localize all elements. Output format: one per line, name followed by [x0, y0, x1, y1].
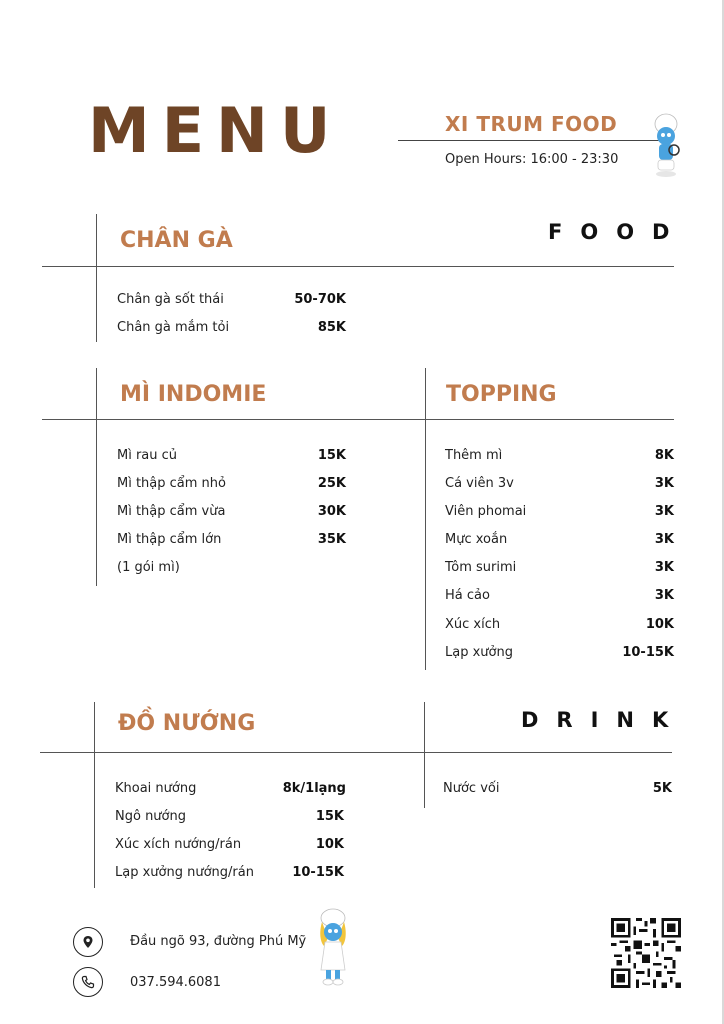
topping-price-6: 10K — [645, 617, 674, 632]
do-nuong-item-2: Xúc xích nướng/rán — [115, 837, 242, 852]
chan-ga-price-0: 50-70K — [294, 292, 346, 307]
mi-indomie-title: MÌ INDOMIE — [120, 382, 267, 407]
chan-ga-item-0: Chân gà sốt thái — [117, 292, 224, 307]
topping-item-4: Tôm surimi — [445, 560, 517, 575]
do-nuong-price-1: 15K — [315, 809, 344, 824]
do-nuong-item-0: Khoai nướng — [115, 781, 197, 796]
topping-price-0: 8K — [654, 448, 674, 463]
drink-vline — [424, 702, 425, 808]
smurfette-icon — [316, 908, 350, 988]
topping-price-1: 3K — [654, 476, 674, 491]
topping-item-0: Thêm mì — [445, 448, 503, 463]
smurf-icon — [652, 112, 680, 178]
topping-price-7: 10-15K — [622, 645, 674, 660]
brand-divider — [398, 140, 660, 141]
do-nuong-title: ĐỒ NƯỚNG — [118, 711, 256, 736]
topping-title: TOPPING — [446, 382, 557, 407]
drink-item-0: Nước vối — [443, 781, 500, 796]
drink-price-0: 5K — [652, 781, 672, 796]
topping-price-5: 3K — [654, 588, 674, 603]
phone-icon — [73, 967, 103, 997]
do-nuong-item-3: Lạp xưởng nướng/rán — [115, 865, 254, 880]
chan-ga-vline — [96, 214, 97, 342]
open-hours: Open Hours: 16:00 - 23:30 — [445, 152, 619, 167]
do-nuong-vline — [94, 702, 95, 888]
topping-price-2: 3K — [654, 504, 674, 519]
mi-price-3: 35K — [317, 532, 346, 547]
topping-price-3: 3K — [654, 532, 674, 547]
topping-item-2: Viên phomai — [445, 504, 527, 519]
mi-price-1: 25K — [317, 476, 346, 491]
chan-ga-item-1: Chân gà mắm tỏi — [117, 320, 230, 335]
mi-note: (1 gói mì) — [117, 560, 180, 575]
mi-price-0: 15K — [317, 448, 346, 463]
mi-item-3: Mì thập cẩm lớn — [117, 532, 222, 547]
food-label: FOOD — [548, 220, 688, 244]
qr-code-icon[interactable] — [611, 918, 681, 988]
topping-vline — [425, 368, 426, 670]
chan-ga-hline — [42, 266, 674, 267]
drink-label: DRINK — [521, 708, 687, 732]
mi-price-2: 30K — [317, 504, 346, 519]
do-nuong-price-3: 10-15K — [292, 865, 344, 880]
menu-title: MENU — [88, 94, 343, 167]
address-text: Đầu ngõ 93, đường Phú Mỹ — [130, 934, 307, 949]
phone-text: 037.594.6081 — [130, 975, 221, 990]
topping-item-6: Xúc xích — [445, 617, 501, 632]
chan-ga-price-1: 85K — [317, 320, 346, 335]
mi-item-2: Mì thập cẩm vừa — [117, 504, 226, 519]
do-nuong-price-2: 10K — [315, 837, 344, 852]
topping-item-5: Há cảo — [445, 588, 490, 603]
mi-item-0: Mì rau củ — [117, 448, 178, 463]
topping-item-7: Lạp xưởng — [445, 645, 513, 660]
topping-item-3: Mực xoắn — [445, 532, 508, 547]
mi-item-1: Mì thập cẩm nhỏ — [117, 476, 226, 491]
location-pin-icon — [73, 927, 103, 957]
mi-indomie-vline — [96, 368, 97, 586]
do-nuong-price-0: 8k/1lạng — [282, 781, 346, 796]
do-nuong-hline — [40, 752, 672, 753]
mi-topping-hline — [42, 419, 674, 420]
topping-item-1: Cá viên 3v — [445, 476, 514, 491]
do-nuong-item-1: Ngô nướng — [115, 809, 186, 824]
topping-price-4: 3K — [654, 560, 674, 575]
chan-ga-title: CHÂN GÀ — [120, 228, 233, 253]
brand-name: XI TRUM FOOD — [445, 112, 618, 136]
